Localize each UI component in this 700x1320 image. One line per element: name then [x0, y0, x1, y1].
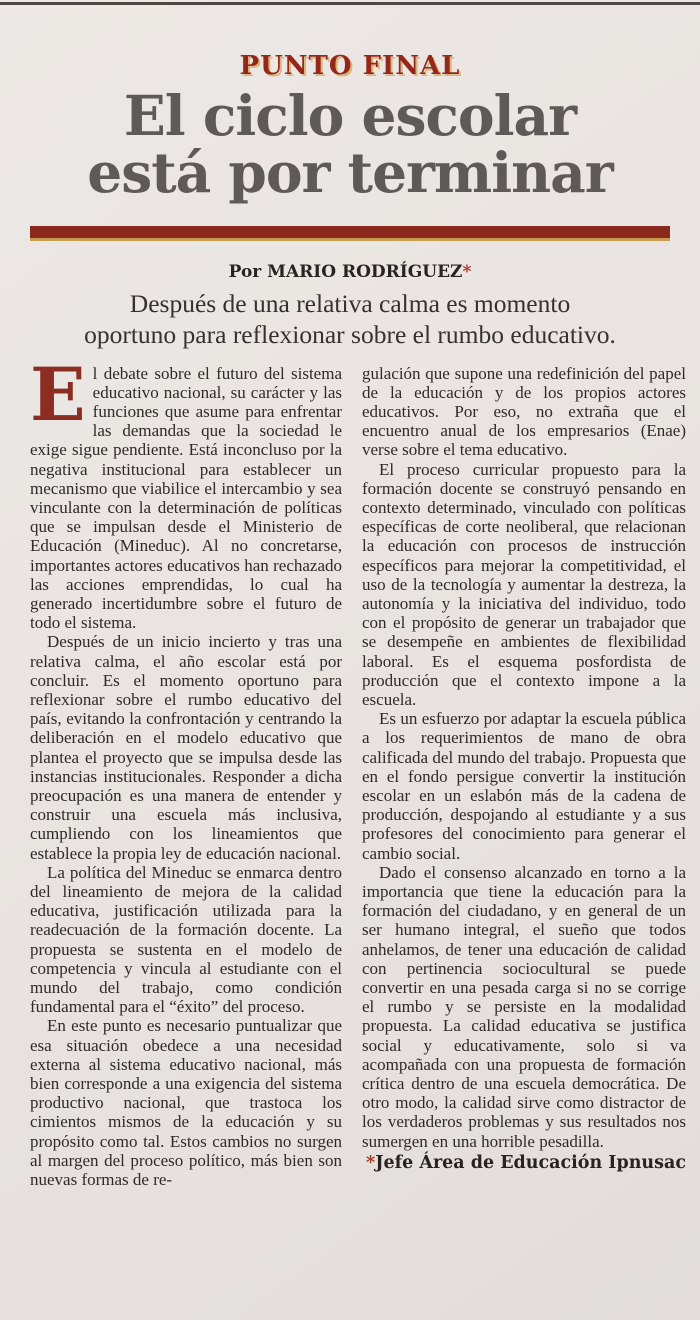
- drop-cap: E: [30, 351, 86, 438]
- article-deck: [0, 289, 700, 350]
- author-credit: [362, 1154, 686, 1173]
- credit-text: Jefe Área de Educación Ipnusac: [375, 1152, 686, 1173]
- byline-author: MARIO RODRÍGUEZ: [267, 262, 463, 283]
- column-right: [362, 364, 686, 1190]
- headline-line-1: El ciclo escolar: [123, 83, 577, 148]
- deck-line-2: oportuno para reflexionar sobre el rumbo educativo.: [84, 319, 616, 349]
- byline-asterisk: *: [462, 262, 472, 283]
- top-edge-rule: [0, 2, 700, 5]
- paragraph: Es un esfuerzo por adaptar la escuela pública a los requerimientos de mano de obra calificada del mundo del trabajo. Propuesta que en el fondo persigue convertir la institución escolar en un eslabón más de la cadena de producción, despojando al estudiante y a sus profesores del conocimiento para generar el cambio social.: [362, 709, 686, 863]
- section-kicker: PUNTO FINAL: [239, 51, 461, 81]
- paragraph-text: l debate sobre el futuro del sistema educativo nacional, su carácter y las funciones que asume para enfrentar las demandas que la sociedad le exige sigue pendiente. Está inconcluso por la negativa institucional para establecer un mecanismo que viabilice el intercambio y sea vinculante con la determinación de políticas que se impulsan desde el Ministerio de Educación (Mineduc). Al no concretarse, importantes actores educativos han rechazado las acciones emprendidas, lo cual ha generado incertidumbre sobre el futuro de todo el sistema.: [30, 363, 342, 633]
- paragraph: En este punto es necesario puntualizar que esa situación obedece a una necesidad externa al sistema educativo nacional, más bien corresponde a una exigencia del sistema productivo nacional, que trastoca los cimientos mismos de la educación y su propósito como tal. Estos cambios no surgen al margen del proceso político, más bien son nuevas formas de re-: [30, 1016, 342, 1190]
- credit-asterisk: *: [366, 1152, 376, 1173]
- paragraph-continuation: gulación que supone una redefinición del papel de la educación y de los propios actores educativos. Por eso, no extraña que el encuentro anual de los empresarios (Enae) verse sobre el tema educativo.: [362, 363, 686, 460]
- paragraph: La política del Mineduc se enmarca dentro del lineamiento de mejora de la calidad educativa, justificación utilizada para la readecuación de la formación docente. La propuesta se sustenta en el modelo de competencia y vincula al estudiante con el mundo del trabajo, como condición fundamental para el “éxito” del proceso.: [30, 862, 342, 1017]
- byline-prefix: Por: [228, 262, 262, 283]
- deck-line-1: Después de una relativa calma es momento: [129, 289, 571, 319]
- maroon-divider-bar: [30, 226, 670, 241]
- paragraph: Dado el consenso alcanzado en torno a la importancia que tiene la educación para la formación del ciudadano, y en general de un ser humano integral, el sueño que todos anhelamos, de tener una educación de calidad con pertinencia sociocultural se puede convertir en una pesada carga si no se corrige el rumbo y se persiste en la modalidad propuesta. La calidad educativa se justifica social y educativamente, solo si va acompañada con una propuesta de formación crítica dentro de una escuela democrática. De otro modo, la calidad sirve como distractor de los verdaderos problemas y sus resultados nos sumergen en una horrible pesadilla.: [362, 862, 686, 1151]
- paragraph: El proceso curricular propuesto para la formación docente se construyó pensando en contexto determinado, vinculado con políticas específicas de corte neoliberal, que relacionan la educación con procesos de instrucción específicos para mejorar la competitividad, el uso de la tecnología y aumentar la destreza, la autonomía y la iniciativa del individuo, todo con el propósito de generar un trabajador que se desempeñe en ambientes de flexibilidad laboral. Es el esquema posfordista de producción que el contexto impone a la escuela.: [362, 459, 686, 710]
- headline-line-2: está por terminar: [87, 140, 613, 206]
- article-headline: [0, 83, 700, 206]
- column-left: [30, 351, 342, 1190]
- paragraph: Después de un inicio incierto y tras una relativa calma, el año escolar está por concluir. Es el momento oportuno para reflexionar sobre el rumbo educativo del país, evitando la confrontación y centrando la deliberación en el modelo educativo que plantea el proyecto que se impulsa desde las instancias institucionales. Responder a dicha preocupación es una manera de entender y construir una escuela más inclusiva, cumpliendo con los lineamientos que establece la propia ley de educación nacional.: [30, 632, 342, 863]
- byline: [0, 262, 700, 282]
- paragraph-with-dropcap: [30, 351, 342, 633]
- article-body: [0, 351, 700, 1190]
